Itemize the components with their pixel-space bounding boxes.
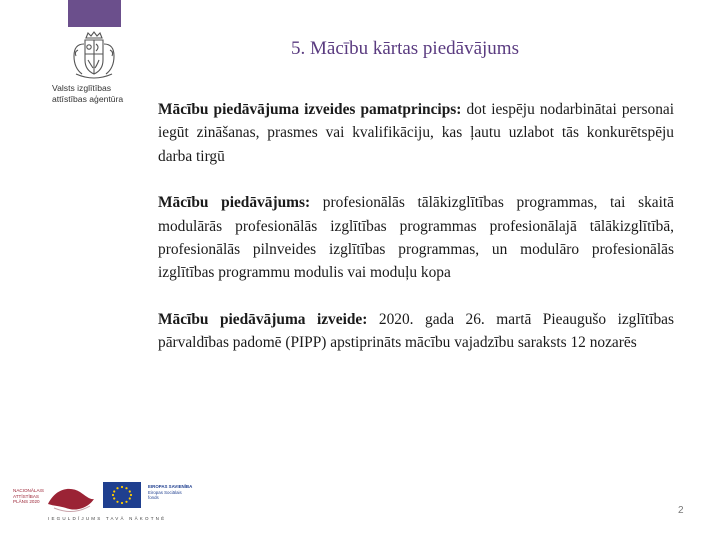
agency-name-line1: Valsts izglītības — [52, 83, 112, 93]
footer-slogan: IEGULDĪJUMS TAVĀ NĀKOTNĒ — [48, 516, 167, 521]
paragraph-text: 2020. gada 26. martā Pieaugušo izglītības pārvaldības padomē (PIPP) apstiprināts mācību vajadzību saraksts 12 nozarēs — [158, 310, 674, 352]
agency-name — [52, 83, 136, 104]
eu-line1: EIROPAS SAVIENĪBA — [148, 484, 193, 489]
coat-of-arms-icon — [66, 30, 122, 82]
top-accent-bar — [68, 0, 121, 27]
paragraph-lead: Mācību piedāvājuma izveide: — [158, 310, 368, 328]
paragraph-lead: Mācību piedāvājuma izveides pamatprincips: — [158, 101, 462, 118]
paragraph-principle — [158, 98, 674, 168]
paragraph-offer — [158, 191, 674, 285]
eu-flag-icon — [103, 482, 141, 508]
eu-line2: Eiropas Sociālais — [148, 489, 182, 495]
nap-line3: PLĀNS 2020 — [13, 499, 40, 505]
paragraph-text: dot iespēju nodarbinātai personai iegūt zināšanas, prasmes vai kvalifikāciju, kas ļautu uzlabot tās konkurētspēju darba tirgū — [158, 101, 674, 165]
agency-name-line2: attīstības aģentūra — [52, 93, 124, 104]
page-number: 2 — [678, 505, 684, 516]
eu-line3: fonds — [148, 495, 159, 501]
nap-line2: ATTĪSTĪBAS — [13, 493, 39, 499]
eu-logo-text — [148, 484, 208, 501]
slide-title: 5. Mācību kārtas piedāvājums — [291, 38, 519, 59]
agency-logo — [52, 30, 136, 120]
nap-logo-text — [13, 488, 53, 505]
nap-line1: NACIONĀLAIS — [13, 488, 44, 493]
paragraph-lead: Mācību piedāvājums: — [158, 194, 311, 212]
paragraph-text: profesionālās tālākizglītības programmas, tai skaitā modulārās profesionālās izglītības programmas profesionālajā tālākizglītībā, profesionālās pilnveides izglītības programmas, un modulāro profesionālās izglītības programmu modulis vai moduļu kopa — [158, 194, 674, 282]
footer-logos — [10, 478, 200, 526]
slide-content — [158, 98, 674, 378]
paragraph-creation — [158, 308, 674, 355]
